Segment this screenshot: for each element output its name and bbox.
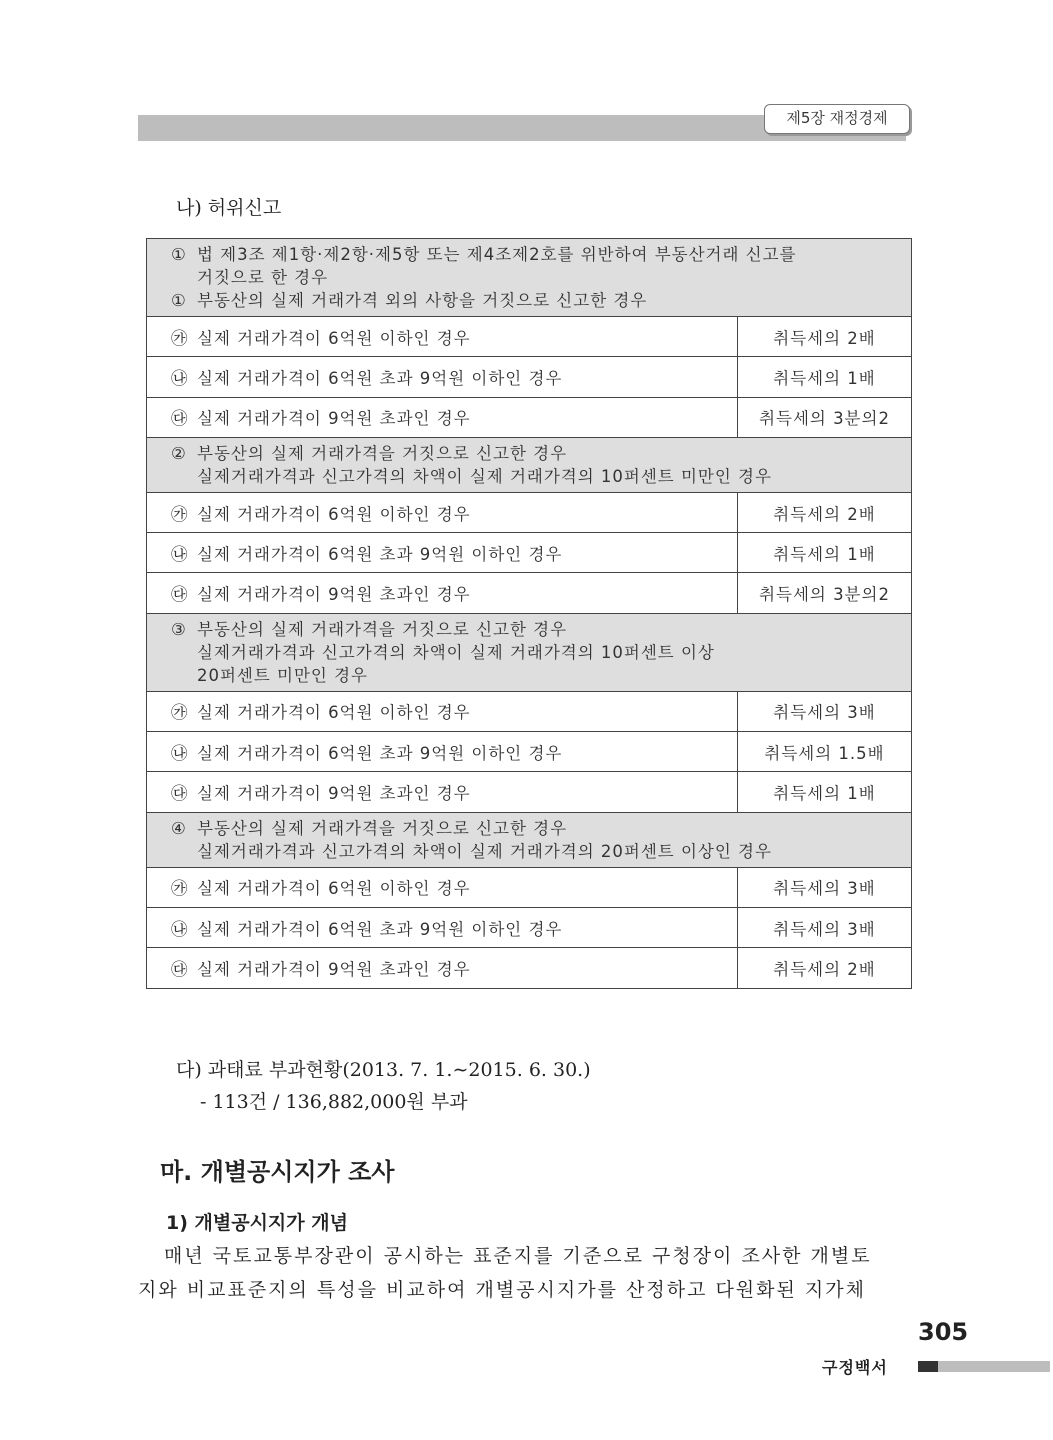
section-header-text: 실제거래가격과 신고가격의 차액이 실제 거래가격의 20퍼센트 이상인 경우	[197, 841, 772, 861]
row-mark: ㉯	[171, 544, 189, 564]
penalty-amount-cell: 취득세의 1배	[738, 533, 912, 573]
section-header-line	[171, 243, 887, 266]
row-mark: ㉯	[171, 743, 189, 763]
table-row	[147, 772, 912, 812]
condition-cell	[147, 573, 738, 613]
table-row	[147, 867, 912, 907]
book-title: 구정백서	[822, 1358, 888, 1377]
section-header-text: 실제거래가격과 신고가격의 차액이 실제 거래가격의 10퍼센트 미만인 경우	[197, 466, 772, 486]
condition-text: 실제 거래가격이 6억원 초과 9억원 이하인 경우	[197, 919, 563, 939]
section-header-text: 거짓으로 한 경우	[197, 268, 329, 287]
table-row	[147, 492, 912, 532]
condition-cell	[147, 492, 738, 532]
condition-text: 실제 거래가격이 9억원 초과인 경우	[197, 585, 471, 605]
penalty-table	[146, 238, 912, 989]
condition-cell	[147, 948, 738, 988]
section-ma-title: 마. 개별공시지가 조사	[160, 1158, 395, 1186]
section-number-mark: ②	[171, 443, 187, 463]
penalty-amount-cell: 취득세의 3배	[738, 691, 912, 731]
condition-text: 실제 거래가격이 6억원 초과 9억원 이하인 경우	[197, 743, 563, 763]
section-header-line	[171, 289, 887, 312]
subsection-1-title: 1) 개별공시지가 개념	[166, 1212, 348, 1234]
section-header-line	[171, 465, 887, 488]
condition-cell	[147, 317, 738, 357]
table-row	[147, 357, 912, 397]
penalty-amount-cell: 취득세의 2배	[738, 948, 912, 988]
table-row	[147, 573, 912, 613]
section-header-text: 실제거래가격과 신고가격의 차액이 실제 거래가격의 10퍼센트 이상	[197, 642, 715, 662]
page-number: 305	[918, 1318, 969, 1346]
penalty-amount-cell: 취득세의 3배	[738, 867, 912, 907]
table-row	[147, 691, 912, 731]
section-header-cell	[147, 437, 912, 492]
condition-text: 실제 거래가격이 6억원 초과 9억원 이하인 경우	[197, 368, 563, 388]
condition-cell	[147, 397, 738, 437]
penalty-amount-cell: 취득세의 3배	[738, 907, 912, 947]
condition-cell	[147, 533, 738, 573]
condition-text: 실제 거래가격이 6억원 이하인 경우	[197, 879, 471, 899]
body-line-1: 매년 국토교통부장관이 공시하는 표준지를 기준으로 구청장이 조사한 개별토	[164, 1245, 872, 1267]
section-header-text: 법 제3조 제1항·제2항·제5항 또는 제4조제2호를 위반하여 부동산거래 신고를	[197, 245, 797, 264]
section-header-text: 부동산의 실제 거래가격을 거짓으로 신고한 경우	[197, 443, 568, 463]
penalty-amount-cell: 취득세의 1배	[738, 772, 912, 812]
row-mark: ㉮	[171, 703, 189, 723]
row-mark: ㉰	[171, 409, 189, 429]
section-header-text: 부동산의 실제 거래가격 외의 사항을 거짓으로 신고한 경우	[197, 291, 648, 310]
table-row	[147, 732, 912, 772]
section-header-line	[171, 817, 887, 840]
section-header-cell	[147, 239, 912, 317]
row-mark: ㉮	[171, 504, 189, 524]
row-mark: ㉰	[171, 784, 189, 804]
table-section-header	[147, 812, 912, 867]
section-number-mark: ④	[171, 818, 187, 838]
section-da-title: 다) 과태료 부과현황(2013. 7. 1.∼2015. 6. 30.)	[176, 1059, 591, 1081]
condition-cell	[147, 907, 738, 947]
condition-cell	[147, 867, 738, 907]
section-number-mark: ①	[171, 291, 187, 310]
section-header-text: 부동산의 실제 거래가격을 거짓으로 신고한 경우	[197, 619, 568, 639]
section-header-text: 20퍼센트 미만인 경우	[197, 665, 368, 685]
table-row	[147, 533, 912, 573]
table-row	[147, 317, 912, 357]
section-header-text: 부동산의 실제 거래가격을 거짓으로 신고한 경우	[197, 818, 568, 838]
table-row	[147, 397, 912, 437]
section-header-line	[171, 664, 887, 687]
section-header-cell	[147, 812, 912, 867]
row-mark: ㉮	[171, 328, 189, 348]
footer-bar-light	[938, 1361, 1050, 1372]
chapter-tab: 제5장 재정경제	[764, 104, 910, 134]
row-mark: ㉰	[171, 959, 189, 979]
condition-cell	[147, 732, 738, 772]
section-header-cell	[147, 613, 912, 691]
condition-cell	[147, 357, 738, 397]
row-mark: ㉯	[171, 919, 189, 939]
penalty-amount-cell: 취득세의 2배	[738, 317, 912, 357]
condition-cell	[147, 691, 738, 731]
condition-text: 실제 거래가격이 9억원 초과인 경우	[197, 959, 471, 979]
body-line-2: 지와 비교표준지의 특성을 비교하여 개별공시지가를 산정하고 다원화된 지가체	[138, 1279, 866, 1301]
table-section-header	[147, 613, 912, 691]
condition-cell	[147, 772, 738, 812]
condition-text: 실제 거래가격이 6억원 이하인 경우	[197, 328, 471, 348]
condition-text: 실제 거래가격이 9억원 초과인 경우	[197, 784, 471, 804]
section-header-line	[171, 840, 887, 863]
table-section-header	[147, 437, 912, 492]
condition-text: 실제 거래가격이 6억원 이하인 경우	[197, 703, 471, 723]
row-mark: ㉰	[171, 585, 189, 605]
condition-text: 실제 거래가격이 9억원 초과인 경우	[197, 409, 471, 429]
row-mark: ㉯	[171, 368, 189, 388]
section-header-line	[171, 618, 887, 641]
table-section-header	[147, 239, 912, 317]
row-mark: ㉮	[171, 879, 189, 899]
section-header-line	[171, 266, 887, 289]
table-row	[147, 907, 912, 947]
condition-text: 실제 거래가격이 6억원 이하인 경우	[197, 504, 471, 524]
penalty-amount-cell: 취득세의 1.5배	[738, 732, 912, 772]
penalty-amount-cell: 취득세의 1배	[738, 357, 912, 397]
table-row	[147, 948, 912, 988]
penalty-amount-cell: 취득세의 3분의2	[738, 397, 912, 437]
condition-text: 실제 거래가격이 6억원 초과 9억원 이하인 경우	[197, 544, 563, 564]
section-number-mark: ①	[171, 245, 187, 264]
footer-bar-dark	[918, 1361, 938, 1372]
penalty-amount-cell: 취득세의 2배	[738, 492, 912, 532]
section-number-mark: ③	[171, 619, 187, 639]
penalty-amount-cell: 취득세의 3분의2	[738, 573, 912, 613]
section-header-line	[171, 641, 887, 664]
section-na-title: 나) 허위신고	[176, 197, 282, 219]
section-header-line	[171, 442, 887, 465]
section-da-item: - 113건 / 136,882,000원 부과	[200, 1091, 468, 1113]
